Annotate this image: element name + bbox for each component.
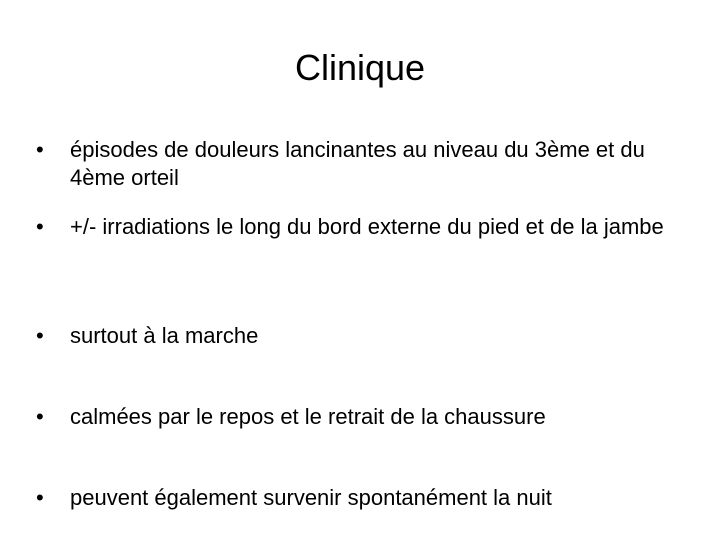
bullet-text: surtout à la marche (70, 323, 259, 348)
bullet-dot-icon: • (36, 485, 44, 510)
bullet-item (36, 484, 686, 512)
slide-title: Clinique (294, 47, 426, 88)
bullet-item (36, 213, 686, 241)
bullet-text: peuvent également survenir spontanément la nuit (70, 485, 552, 510)
bullet-text: +/- irradiations le long du bord externe du pied et de la jambe (70, 214, 664, 239)
bullet-item (36, 322, 686, 350)
bullet-item (36, 403, 686, 431)
bullet-dot-icon: • (36, 404, 44, 429)
bullet-text: épisodes de douleurs lancinantes au niveau du 3ème et du 4ème orteil (70, 137, 645, 190)
bullet-item (36, 136, 686, 192)
bullet-dot-icon: • (36, 137, 44, 162)
bullet-text: calmées par le repos et le retrait de la chaussure (70, 404, 546, 429)
bullet-dot-icon: • (36, 214, 44, 239)
bullet-dot-icon: • (36, 323, 44, 348)
